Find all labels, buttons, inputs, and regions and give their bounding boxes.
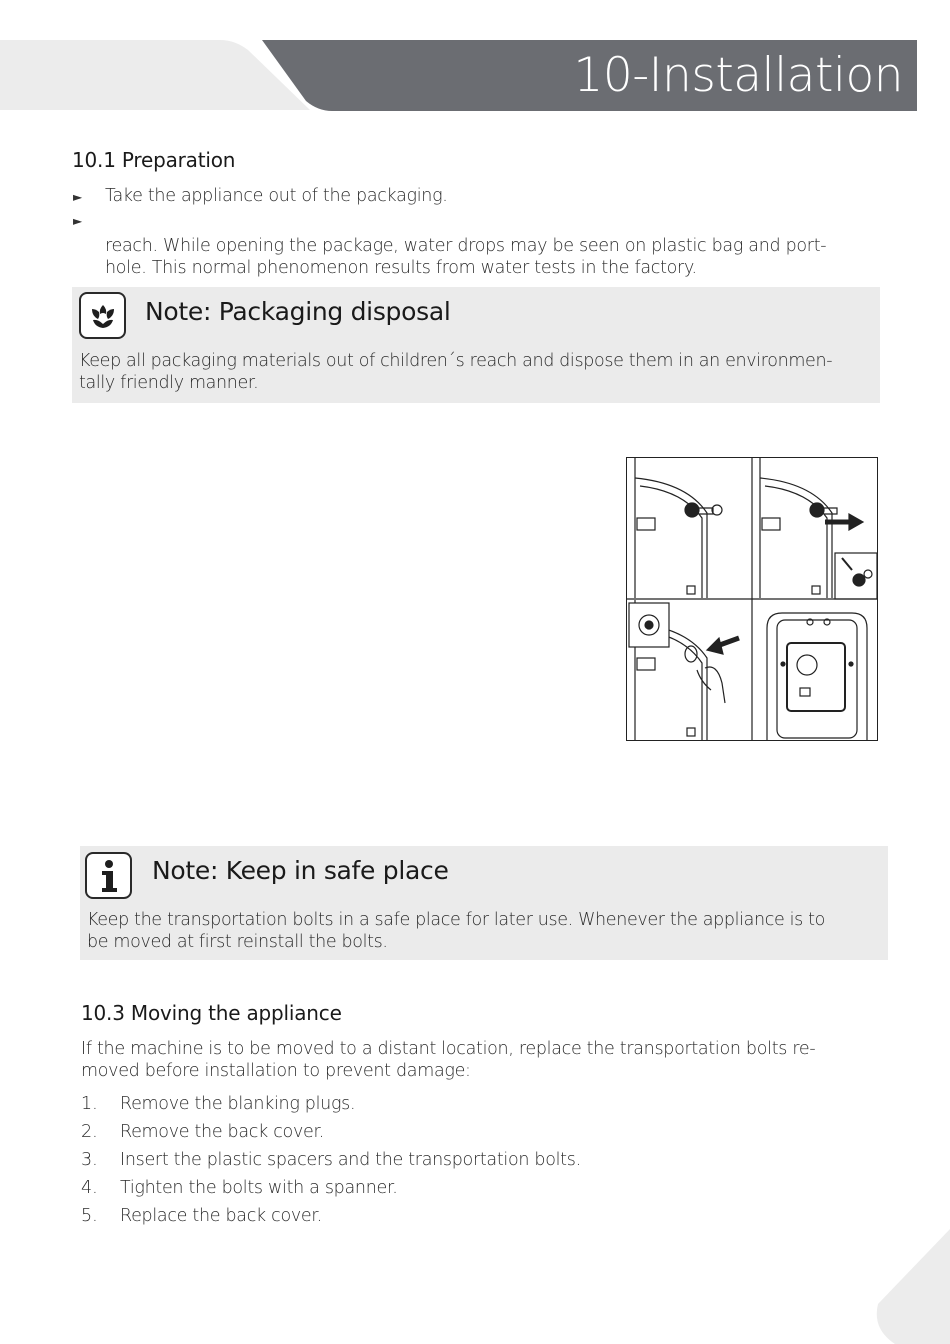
step-number: 4. (81, 1178, 98, 1198)
bullet-continuation-2: hole. This normal phenomenon results from water tests in the factory. (105, 258, 697, 278)
note-packaging-body-1: Keep all packaging materials out of children´s reach and dispose them in an environmen- (79, 351, 833, 371)
step-number: 5. (81, 1206, 98, 1226)
note-packaging-box (72, 287, 880, 403)
page-title: 10-Installation (573, 48, 903, 103)
info-icon (85, 852, 132, 899)
note-safe-body-2: be moved at first reinstall the bolts. (87, 932, 388, 952)
step-text: Replace the back cover. (120, 1206, 322, 1226)
note-safe-title: Note: Keep in safe place (152, 856, 449, 885)
step-text: Insert the plastic spacers and the transportation bolts. (120, 1150, 581, 1170)
step-number: 1. (81, 1094, 98, 1114)
page-corner-decoration (870, 1229, 950, 1344)
step-text: Remove the blanking plugs. (120, 1094, 356, 1114)
panel-bolt-remove (760, 458, 877, 599)
section-heading-moving: 10.3 Moving the appliance (81, 1001, 342, 1025)
panel-bolt-loosen (635, 458, 722, 598)
recycle-flower-icon (79, 292, 126, 339)
moving-intro-2: moved before installation to prevent damage: (81, 1061, 471, 1081)
transport-bolts-illustration (626, 457, 878, 741)
moving-intro-1: If the machine is to be moved to a distant location, replace the transportation bolts re- (81, 1039, 816, 1059)
bullet-arrow-icon: ► (73, 190, 83, 204)
step-text: Tighten the bolts with a spanner. (120, 1178, 398, 1198)
panel-blanking-plug (629, 600, 739, 740)
step-number: 2. (81, 1122, 98, 1142)
bullet-text-1: Take the appliance out of the packaging. (105, 186, 448, 206)
bullet-continuation-1: reach. While opening the package, water drops may be seen on plastic bag and port- (105, 236, 827, 256)
note-safe-body-1: Keep the transportation bolts in a safe place for later use. Whenever the appliance is to (87, 910, 826, 930)
bullet-arrow-icon: ► (73, 214, 83, 228)
step-text: Remove the back cover. (120, 1122, 325, 1142)
section-heading-preparation: 10.1 Preparation (72, 148, 236, 172)
note-packaging-title: Note: Packaging disposal (145, 297, 451, 326)
note-packaging-body-2: tally friendly manner. (79, 373, 259, 393)
note-safe-box (80, 846, 888, 960)
step-number: 3. (81, 1150, 98, 1170)
panel-back-cover (767, 613, 867, 740)
